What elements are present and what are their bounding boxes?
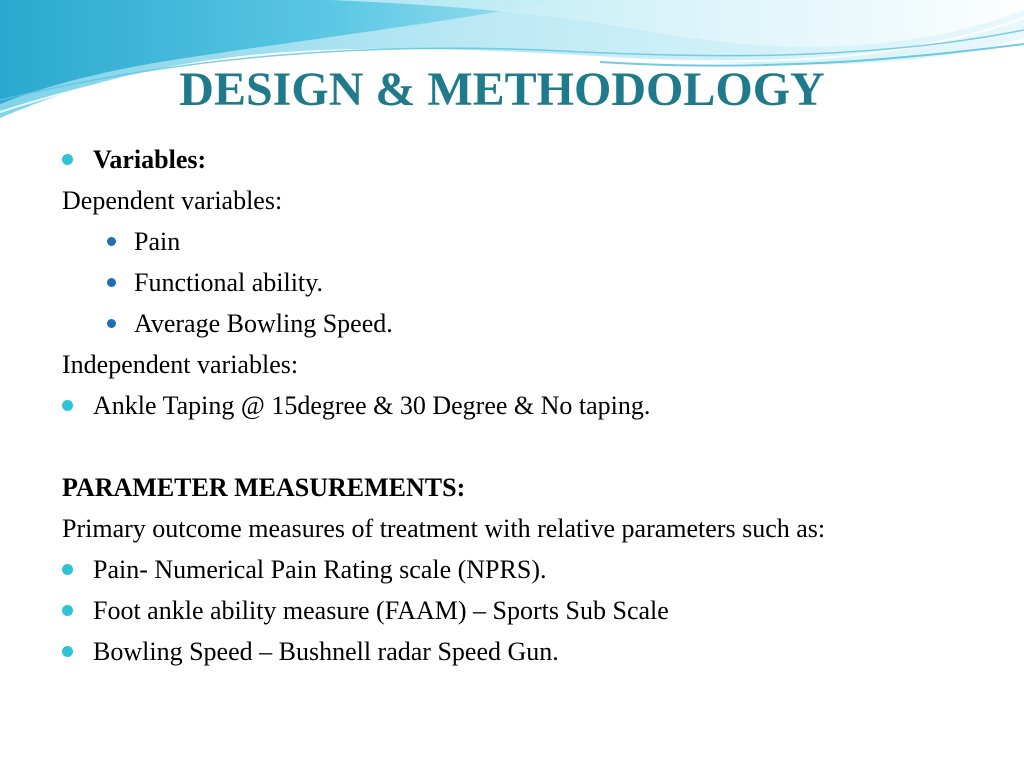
bullet-dot-icon <box>62 646 73 657</box>
bullet-dot-icon <box>62 605 73 616</box>
dependent-label-row <box>62 180 1012 221</box>
parameters-intro: Primary outcome measures of treatment with relative parameters such as: <box>62 514 826 543</box>
sub-bullet-dot-icon <box>107 278 116 287</box>
parameters-heading: PARAMETER MEASUREMENTS: <box>62 473 466 502</box>
parameter-item <box>62 549 1012 590</box>
slide-body <box>62 139 1012 672</box>
parameter-item <box>62 631 1012 672</box>
dependent-item <box>62 303 1012 344</box>
sub-bullet-dot-icon <box>107 319 116 328</box>
variables-heading-row <box>62 139 1012 180</box>
dependent-item <box>62 221 1012 262</box>
slide-title: DESIGN & METHODOLOGY <box>179 63 825 116</box>
variables-heading: Variables: <box>93 145 207 174</box>
bullet-dot-icon <box>62 400 73 411</box>
independent-label: Independent variables: <box>62 350 299 379</box>
parameters-intro-row <box>62 508 1012 549</box>
bullet-dot-icon <box>62 564 73 575</box>
parameters-heading-row <box>62 467 1012 508</box>
section-spacer <box>62 426 1012 467</box>
independent-item <box>62 385 1012 426</box>
parameter-item-text: Pain- Numerical Pain Rating scale (NPRS). <box>93 555 547 584</box>
dependent-item-text: Average Bowling Speed. <box>134 309 393 338</box>
dependent-item-text: Pain <box>134 227 181 256</box>
independent-label-row <box>62 344 1012 385</box>
parameter-item <box>62 590 1012 631</box>
dependent-item-text: Functional ability. <box>134 268 323 297</box>
sub-bullet-dot-icon <box>107 237 116 246</box>
bullet-dot-icon <box>62 154 73 165</box>
parameter-item-text: Foot ankle ability measure (FAAM) – Sports Sub Scale <box>93 596 669 625</box>
parameter-item-text: Bowling Speed – Bushnell radar Speed Gun. <box>93 637 559 666</box>
dependent-item <box>62 262 1012 303</box>
independent-item-text: Ankle Taping @ 15degree & 30 Degree & No taping. <box>93 391 651 420</box>
dependent-label: Dependent variables: <box>62 186 283 215</box>
